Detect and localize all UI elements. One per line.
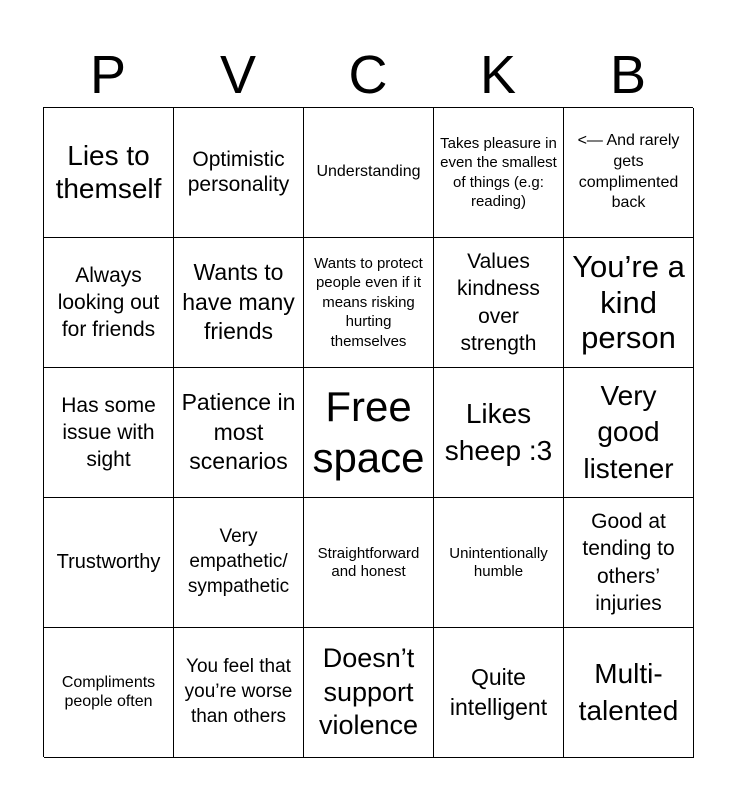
bingo-cell[interactable]	[434, 628, 564, 758]
bingo-cell[interactable]	[44, 368, 174, 498]
cell-text: Wants to have many friends	[182, 258, 295, 345]
cell-text: Always looking out for friends	[57, 263, 160, 342]
cell-text: Lies to themself	[55, 140, 162, 204]
cell-text: Trustworthy	[56, 551, 161, 573]
cell-text: Quite intelligent	[449, 663, 548, 720]
bingo-cell[interactable]	[174, 238, 304, 368]
bingo-cell[interactable]	[304, 628, 434, 758]
cell-text: Free space	[312, 383, 425, 481]
header-letter-3: C	[348, 45, 388, 105]
cell-text: Very empathetic/ sympathetic	[187, 526, 290, 597]
bingo-cell[interactable]	[174, 628, 304, 758]
bingo-cell[interactable]	[564, 498, 694, 628]
cell-text: Values kindness over strength	[457, 249, 540, 355]
bingo-board	[43, 107, 693, 757]
bingo-cell[interactable]	[434, 238, 564, 368]
bingo-cell[interactable]	[174, 498, 304, 628]
cell-text: <— And rarely gets complimented back	[577, 131, 680, 212]
bingo-cell[interactable]	[564, 238, 694, 368]
header-letter-1: P	[89, 45, 127, 105]
bingo-cell[interactable]	[174, 108, 304, 238]
cell-text: Doesn’t support violence	[318, 642, 419, 741]
header-letter-5: B	[609, 45, 647, 105]
cell-text: Takes pleasure in even the smallest of things (e.g: reading)	[440, 134, 557, 210]
cell-text: You’re a kind person	[572, 249, 685, 356]
cell-text: Unintentionally humble	[449, 545, 548, 580]
header-letter-2: V	[219, 45, 257, 105]
bingo-cell[interactable]	[434, 498, 564, 628]
cell-text: Patience in most scenarios	[181, 388, 296, 475]
free-space-cell[interactable]	[304, 368, 434, 498]
bingo-cell[interactable]	[434, 368, 564, 498]
header-letter-4: K	[479, 45, 517, 105]
cell-text: Compliments people often	[61, 674, 156, 710]
cell-text: Likes sheep :3	[444, 398, 553, 466]
bingo-cell[interactable]	[174, 368, 304, 498]
cell-text: Multi-talented	[578, 658, 679, 726]
bingo-cell[interactable]	[304, 238, 434, 368]
bingo-header	[43, 44, 693, 106]
cell-text: Straightforward and honest	[317, 545, 420, 580]
cell-text: Has some issue with sight	[61, 393, 156, 472]
cell-text: You feel that you’re worse than others	[184, 656, 293, 727]
cell-text: Wants to protect people even if it means risking hurting themselves	[314, 254, 423, 350]
bingo-cell[interactable]	[44, 498, 174, 628]
cell-text: Very good listener	[583, 379, 674, 484]
bingo-cell[interactable]	[564, 368, 694, 498]
bingo-cell[interactable]	[434, 108, 564, 238]
bingo-cell[interactable]	[564, 108, 694, 238]
cell-text: Good at tending to others’ injuries	[582, 509, 675, 615]
bingo-cell[interactable]	[44, 108, 174, 238]
bingo-cell[interactable]	[564, 628, 694, 758]
bingo-cell[interactable]	[304, 108, 434, 238]
bingo-cell[interactable]	[44, 238, 174, 368]
bingo-cell[interactable]	[44, 628, 174, 758]
bingo-cell[interactable]	[304, 498, 434, 628]
cell-text: Understanding	[316, 163, 421, 181]
cell-text: Optimistic personality	[187, 148, 290, 196]
